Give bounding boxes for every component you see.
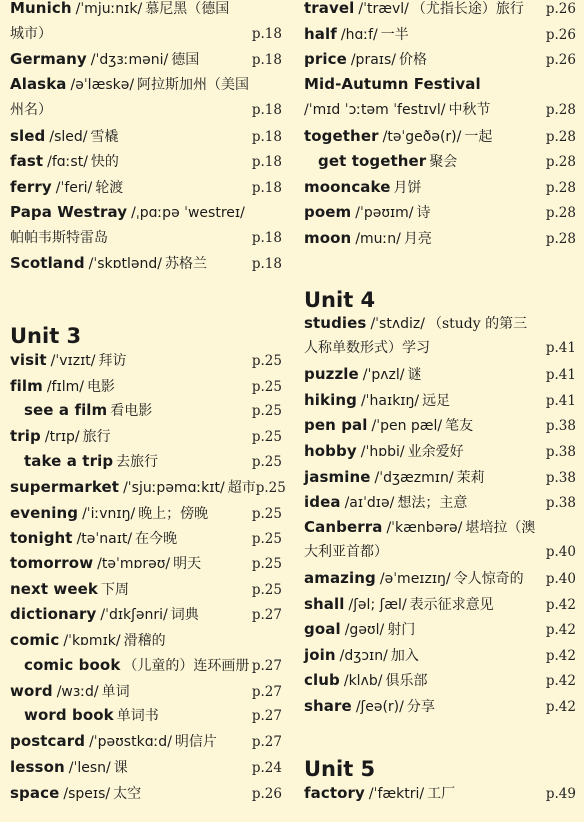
entry-continuation: 人称单数形式）学习 [304,340,430,356]
entry-phonetic: /hɑːf/ [340,27,378,43]
entry-term: travel [304,0,355,17]
entry-term: half [304,25,337,43]
vocabulary-entry [304,441,576,462]
entry-term: Munich [10,0,72,17]
entry-page-ref: p.38 [545,470,576,486]
unit-heading: Unit 3 [10,324,82,348]
entry-page-ref: p.25 [251,353,282,369]
entry-phonetic: /fɑːst/ [47,154,88,170]
entry-phonetic: /ˈstʌdiz/ [370,316,425,332]
entry-page-ref: p.38 [545,444,576,460]
entry-phonetic: /ˈlesn/ [68,760,111,776]
entry-definition: 滑稽的 [123,633,166,649]
entry-term: Canberra [304,518,383,536]
entry-phonetic: /ˈdʒæzmɪn/ [374,470,454,486]
entry-page-ref: p.27 [251,607,282,623]
vocabulary-entry [304,390,576,411]
entry-definition: 加入 [390,648,419,664]
vocabulary-entry [304,517,576,538]
entry-term: poem [304,203,352,221]
entry-term: ferry [10,178,52,196]
vocabulary-entry [10,681,282,702]
entry-phonetic: /ˈhɒbi/ [360,444,405,460]
entry-term: comic [10,631,60,649]
entry-definition: 苏格兰 [164,256,207,272]
entry-phonetic: /ˈsjuːpəmɑːkɪt/ [123,480,225,496]
entry-phonetic: /aɪˈdɪə/ [344,495,395,511]
vocabulary-entry [10,177,282,198]
vocabulary-entry [10,49,282,70]
entry-term: fast [10,152,44,170]
entry-term: word [10,682,53,700]
entry-page-ref: p.18 [251,26,282,42]
entry-phonetic: /ˈkænbərə/ [386,520,463,536]
entry-page-ref: p.28 [545,180,576,196]
entry-term: shall [304,595,345,613]
entry-term: hobby [304,442,357,460]
entry-term: get together [318,152,427,170]
entry-definition: 拜访 [98,353,127,369]
vocabulary-entry [10,528,282,549]
entry-phonetic: /ˈhaɪkɪŋ/ [360,393,420,409]
entry-definition: 一起 [464,129,493,145]
entry-page-ref: p.18 [251,154,282,170]
entry-term: see a film [24,401,108,419]
vocabulary-entry [10,228,282,248]
entry-page-ref: p.18 [251,129,282,145]
entry-page-ref: p.42 [545,673,576,689]
entry-definition: （儿童的）连环画册 [123,658,250,674]
entry-term: puzzle [304,365,359,383]
vocabulary-entry [10,630,282,651]
vocabulary-entry [10,655,282,676]
entry-definition: 笔友 [445,418,474,434]
entry-definition: 课 [113,760,128,776]
entry-phonetic: /muːn/ [355,231,401,247]
entry-term: Alaska [10,75,67,93]
entry-definition: 在今晚 [135,531,178,547]
vocabulary-entry [10,126,282,147]
entry-definition: 下周 [101,582,129,598]
entry-term: amazing [304,569,376,587]
vocabulary-entry [304,542,576,562]
entry-page-ref: p.27 [251,708,282,724]
entry-page-ref: p.18 [251,230,282,246]
entry-definition: 电影 [86,379,115,395]
entry-term: dictionary [10,605,97,623]
entry-term: Mid-Autumn Festival [304,75,481,93]
entry-definition: 雪橇 [90,129,119,145]
entry-definition: 表示征求意见 [409,597,494,613]
entry-definition: 德国 [171,52,200,68]
vocabulary-entry [304,313,576,334]
entry-term: mooncake [304,178,391,196]
entry-phonetic: /ˈdʒɜːməni/ [90,52,169,68]
vocabulary-entry [10,731,282,752]
entry-term: price [304,50,347,68]
vocabulary-entry [304,126,576,147]
vocabulary-entry [10,376,282,397]
entry-page-ref: p.25 [251,454,282,470]
entry-definition: 月亮 [403,231,432,247]
entry-term: space [10,784,60,802]
entry-page-ref: p.28 [545,102,576,118]
vocabulary-entry [10,604,282,625]
vocabulary-entry [304,568,576,589]
entry-page-ref: p.41 [545,393,576,409]
entry-page-ref: p.25 [251,506,282,522]
vocabulary-entry [10,579,282,600]
entry-phonetic: /ˈtrævl/ [358,1,409,17]
entry-page-ref: p.25 [255,480,286,496]
entry-phonetic: /ˈdɪkʃənri/ [100,607,168,623]
unit-heading: Unit 5 [304,757,376,781]
entry-term: trip [10,427,41,445]
entry-page-ref: p.25 [251,556,282,572]
vocabulary-entry [304,670,576,691]
entry-definition: 看电影 [110,403,153,419]
entry-term: visit [10,351,47,369]
entry-term: jasmine [304,468,371,486]
entry-page-ref: p.25 [251,531,282,547]
entry-page-ref: p.41 [545,367,576,383]
entry-term: comic book [24,656,121,674]
vocabulary-entry [304,467,576,488]
entry-term: factory [304,784,365,802]
entry-page-ref: p.26 [545,52,576,68]
entry-definition: 一半 [380,27,409,43]
entry-definition: 快的 [90,154,119,170]
vocabulary-entry [10,503,282,524]
entry-continuation: 城市） [10,26,52,42]
entry-phonetic: /əˈlæskə/ [70,77,135,93]
entry-page-ref: p.42 [545,597,576,613]
vocabulary-entry [10,553,282,574]
vocabulary-entry [304,619,576,640]
entry-definition: 去旅行 [116,454,159,470]
entry-page-ref: p.18 [251,52,282,68]
entry-term: Papa Westray [10,203,128,221]
entry-definition: 茉莉 [456,470,485,486]
vocabulary-entry [304,100,576,120]
vocabulary-entry [304,24,576,45]
vocabulary-entry [10,451,282,472]
entry-page-ref: p.40 [545,544,576,560]
entry-definition: 业余爱好 [407,444,464,460]
vocabulary-entry [304,74,576,94]
entry-page-ref: p.27 [251,734,282,750]
vocabulary-entry [304,696,576,717]
entry-phonetic: /ˈskɒtlənd/ [88,256,162,272]
entry-definition: （尤指长途）旅行 [411,1,524,17]
entry-page-ref: p.26 [251,786,282,802]
vocabulary-entry [304,594,576,615]
entry-page-ref: p.25 [251,379,282,395]
entry-phonetic: /ʃeə(r)/ [355,699,404,715]
entry-phonetic: /speɪs/ [63,786,111,802]
entry-definition: 射门 [387,622,416,638]
entry-term: moon [304,229,352,247]
entry-page-ref: p.26 [545,1,576,17]
vocabulary-entry [10,100,282,120]
entry-phonetic: /trɪp/ [44,429,80,445]
entry-definition: 分享 [406,699,435,715]
entry-phonetic: /fɪlm/ [46,379,84,395]
entry-phonetic: /praɪs/ [350,52,396,68]
entry-phonetic: /ˌpɑːpə ˈwestreɪ/ [131,205,245,221]
entry-phonetic: /ˈpəʊstkɑːd/ [89,734,172,750]
entry-term: join [304,646,336,664]
entry-definition: 聚会 [429,154,458,170]
vocabulary-entry [10,202,282,223]
entry-definition: 单词 [101,684,130,700]
entry-definition: 明天 [173,556,202,572]
entry-page-ref: p.18 [251,102,282,118]
entry-definition: 谜 [407,367,422,383]
entry-definition: 诗 [416,205,431,221]
vocabulary-entry [10,74,282,95]
entry-page-ref: p.40 [545,571,576,587]
entry-page-ref: p.18 [251,180,282,196]
entry-page-ref: p.25 [251,429,282,445]
entry-phonetic: /təˈgeðə(r)/ [382,129,462,145]
entry-phonetic: /ˈferi/ [55,180,93,196]
entry-page-ref: p.25 [251,403,282,419]
entry-definition: 远足 [422,393,451,409]
entry-page-ref: p.38 [545,495,576,511]
entry-term: studies [304,314,367,332]
entry-page-ref: p.25 [251,582,282,598]
vocabulary-entry [304,0,576,19]
entry-phonetic: /ˈvɪzɪt/ [50,353,96,369]
vocabulary-entry [304,177,576,198]
entry-definition: 中秋节 [448,102,491,118]
entry-definition: 太空 [113,786,142,802]
vocabulary-entry [10,426,282,447]
vocabulary-entry [304,151,576,172]
vocabulary-entry [304,415,576,436]
entry-term: goal [304,620,341,638]
entry-definition: （study 的第三 [427,316,528,332]
entry-phonetic: /ˈkɒmɪk/ [63,633,121,649]
vocabulary-entry [10,705,282,726]
entry-phonetic: /klʌb/ [343,673,383,689]
entry-continuation: 州名） [10,102,52,118]
vocabulary-entry [10,757,282,778]
entry-page-ref: p.38 [545,418,576,434]
entry-phonetic: /gəʊl/ [344,622,385,638]
entry-term: club [304,671,340,689]
entry-phonetic: /təˈmɒrəʊ/ [97,556,171,572]
entry-phonetic: /dʒɔɪn/ [339,648,388,664]
vocabulary-entry [304,492,576,513]
entry-phonetic: /ˈpen pæl/ [371,418,443,434]
entry-definition: 词典 [170,607,199,623]
entry-definition: 旅行 [82,429,111,445]
entry-page-ref: p.49 [545,786,576,802]
entry-definition: 超市 [227,480,256,496]
vocabulary-entry [10,477,286,498]
entry-page-ref: p.24 [251,760,282,776]
entry-definition: 明信片 [174,734,217,750]
entry-term: tonight [10,529,73,547]
vocabulary-entry [10,24,282,44]
entry-term: tomorrow [10,554,94,572]
entry-term: sled [10,127,46,145]
entry-term: Scotland [10,254,85,272]
entry-phonetic: /ʃəl; ʃæl/ [348,597,407,613]
entry-phonetic: /təˈnaɪt/ [76,531,133,547]
vocabulary-entry [304,645,576,666]
entry-term: take a trip [24,452,114,470]
entry-term: idea [304,493,341,511]
entry-term: together [304,127,379,145]
entry-phonetic: /ˈmɪd ˈɔːtəm ˈfestɪvl/ [304,102,446,118]
vocabulary-entry [304,202,576,223]
entry-term: postcard [10,732,86,750]
entry-definition: 月饼 [393,180,422,196]
vocabulary-entry [10,350,282,371]
vocabulary-entry [304,228,576,249]
entry-term: Germany [10,50,87,68]
vocabulary-entry [10,253,282,274]
entry-term: lesson [10,758,65,776]
entry-page-ref: p.42 [545,622,576,638]
entry-page-ref: p.28 [545,154,576,170]
entry-term: film [10,377,43,395]
entry-phonetic: /ˈpʌzl/ [362,367,405,383]
vocabulary-entry [304,49,576,70]
entry-phonetic: /ˈiːvnɪŋ/ [82,506,136,522]
entry-phonetic: /əˈmeɪzɪŋ/ [379,571,451,587]
entry-page-ref: p.41 [545,340,576,356]
entry-definition: 令人惊奇的 [453,571,524,587]
entry-term: share [304,697,352,715]
vocabulary-entry [10,783,282,804]
entry-phonetic: /wɜːd/ [56,684,99,700]
entry-term: evening [10,504,79,522]
entry-continuation: 大利亚首都） [304,544,388,560]
entry-continuation: 帕帕韦斯特雷岛 [10,230,108,246]
entry-term: pen pal [304,416,368,434]
entry-phonetic: /ˈmjuːnɪk/ [75,1,143,17]
entry-page-ref: p.27 [251,684,282,700]
entry-definition: 工厂 [427,786,456,802]
entry-definition: 单词书 [116,708,159,724]
entry-page-ref: p.18 [251,256,282,272]
entry-definition: 俱乐部 [385,673,428,689]
vocabulary-entry [304,338,576,358]
entry-term: word book [24,706,114,724]
entry-definition: 价格 [399,52,427,68]
entry-page-ref: p.27 [251,658,282,674]
vocabulary-entry [10,151,282,172]
vocabulary-entry [304,364,576,385]
entry-phonetic: /ˈfæktri/ [368,786,425,802]
entry-page-ref: p.42 [545,648,576,664]
entry-phonetic: /ˈpəʊɪm/ [355,205,414,221]
entry-phonetic: /sled/ [49,129,88,145]
entry-page-ref: p.28 [545,231,576,247]
entry-definition: 慕尼黑（德国 [145,1,230,17]
unit-heading: Unit 4 [304,288,376,312]
entry-definition: 阿拉斯加州（美国 [137,77,250,93]
entry-page-ref: p.28 [545,205,576,221]
entry-definition: 想法；主意 [397,495,468,511]
entry-term: hiking [304,391,357,409]
vocabulary-entry [304,783,576,804]
vocabulary-entry [10,400,282,421]
entry-page-ref: p.28 [545,129,576,145]
entry-definition: 晚上；傍晚 [138,506,209,522]
entry-term: next week [10,580,98,598]
entry-term: supermarket [10,478,120,496]
entry-definition: 堪培拉（澳 [465,520,536,536]
entry-definition: 轮渡 [95,180,124,196]
entry-page-ref: p.26 [545,27,576,43]
vocabulary-entry [10,0,282,19]
entry-page-ref: p.42 [545,699,576,715]
